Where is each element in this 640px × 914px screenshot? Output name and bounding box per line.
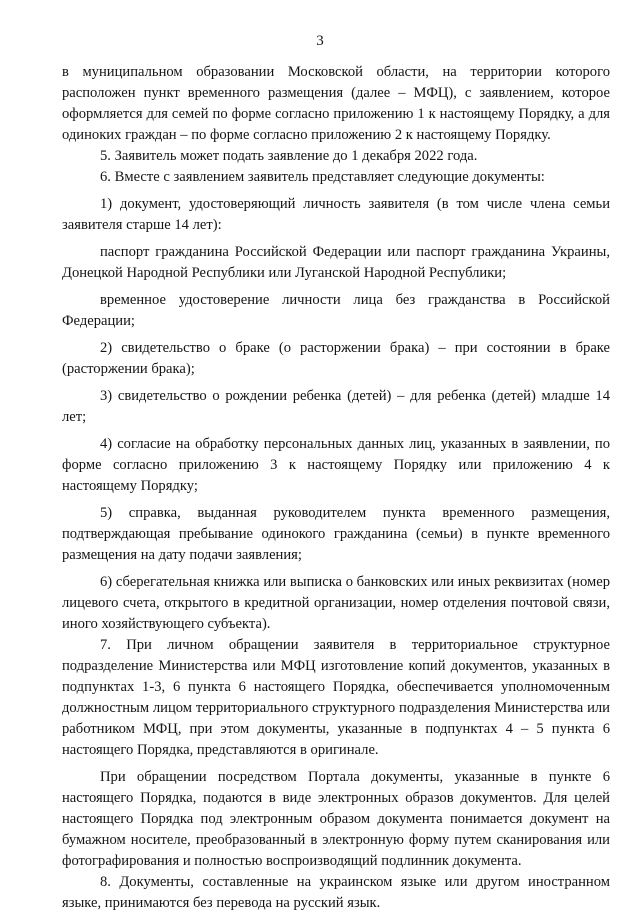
paragraph-continuation: в муниципальном образовании Московской области, на территории которого расположен пункт временного размещения (далее – МФЦ), с заявлением, которое оформляется для семей по форме согласно приложению 1 к настоящему Порядку, а для одиноких граждан – по форме согласно приложению 2 к настоящему Порядку. [62,64,610,143]
paragraph-subitem-1: 1) документ, удостоверяющий личность заявителя (в том числе члена семьи заявителя старше 14 лет): [62,196,610,233]
paragraph-item-5: 5. Заявитель может подать заявление до 1 декабря 2022 года. [100,148,478,164]
paragraph-subitem-6: 6) сберегательная книжка или выписка о банковских или иных реквизитах (номер лицевого счета, открытого в кредитной организации, номер отделения почтовой связи, иного хозяйствующего субъекта). [62,574,610,632]
paragraph-item-8: 8. Документы, составленные на украинском языке или другом иностранном языке, принимаются без перевода на русский язык. [62,874,610,911]
paragraph-subitem-2: 2) свидетельство о браке (о расторжении брака) – при состоянии в браке (расторжении брака); [62,340,610,377]
paragraph-item-7: 7. При личном обращении заявителя в территориальное структурное подразделение Министерства или МФЦ изготовление копий документов, указанных в подпунктах 1-3, 6 пункта 6 настоящего Порядка, обеспечивается уполномоченным должностным лицом территориального структурного подразделения Министерства или работником МФЦ, при этом документы, указанные в подпунктах 4 – 5 пункта 6 настоящего Порядка, представляются в оригинале. [62,637,610,758]
paragraph-subitem-4: 4) согласие на обработку персональных данных лиц, указанных в заявлении, по форме согласно приложению 3 к настоящему Порядку или приложению 4 к настоящему Порядку; [62,436,610,494]
paragraph-subitem-3: 3) свидетельство о рождении ребенка (детей) – для ребенка (детей) младше 14 лет; [62,388,610,425]
paragraph-portal: При обращении посредством Портала документы, указанные в пункте 6 настоящего Порядка, подаются в виде электронных образов документов. Для целей настоящего Порядка под электронным образом документа понимается документ на бумажном носителе, преобразованный в электронную форму путем сканирования или фотографирования и полностью воспроизводящий подлинник документа. [62,769,610,869]
page-number: 3 [316,33,324,49]
paragraph-item-6: 6. Вместе с заявлением заявитель представляет следующие документы: [100,169,545,185]
document-body [62,62,610,914]
paragraph-temporary-id: временное удостоверение личности лица без гражданства в Российской Федерации; [62,292,610,329]
paragraph-passport: паспорт гражданина Российской Федерации или паспорт гражданина Украины, Донецкой Народной Республики или Луганской Народной Республики; [62,244,610,281]
paragraph-subitem-5: 5) справка, выданная руководителем пункта временного размещения, подтверждающая пребывание одинокого гражданина (семьи) в пункте временного размещения на дату подачи заявления; [62,505,610,563]
